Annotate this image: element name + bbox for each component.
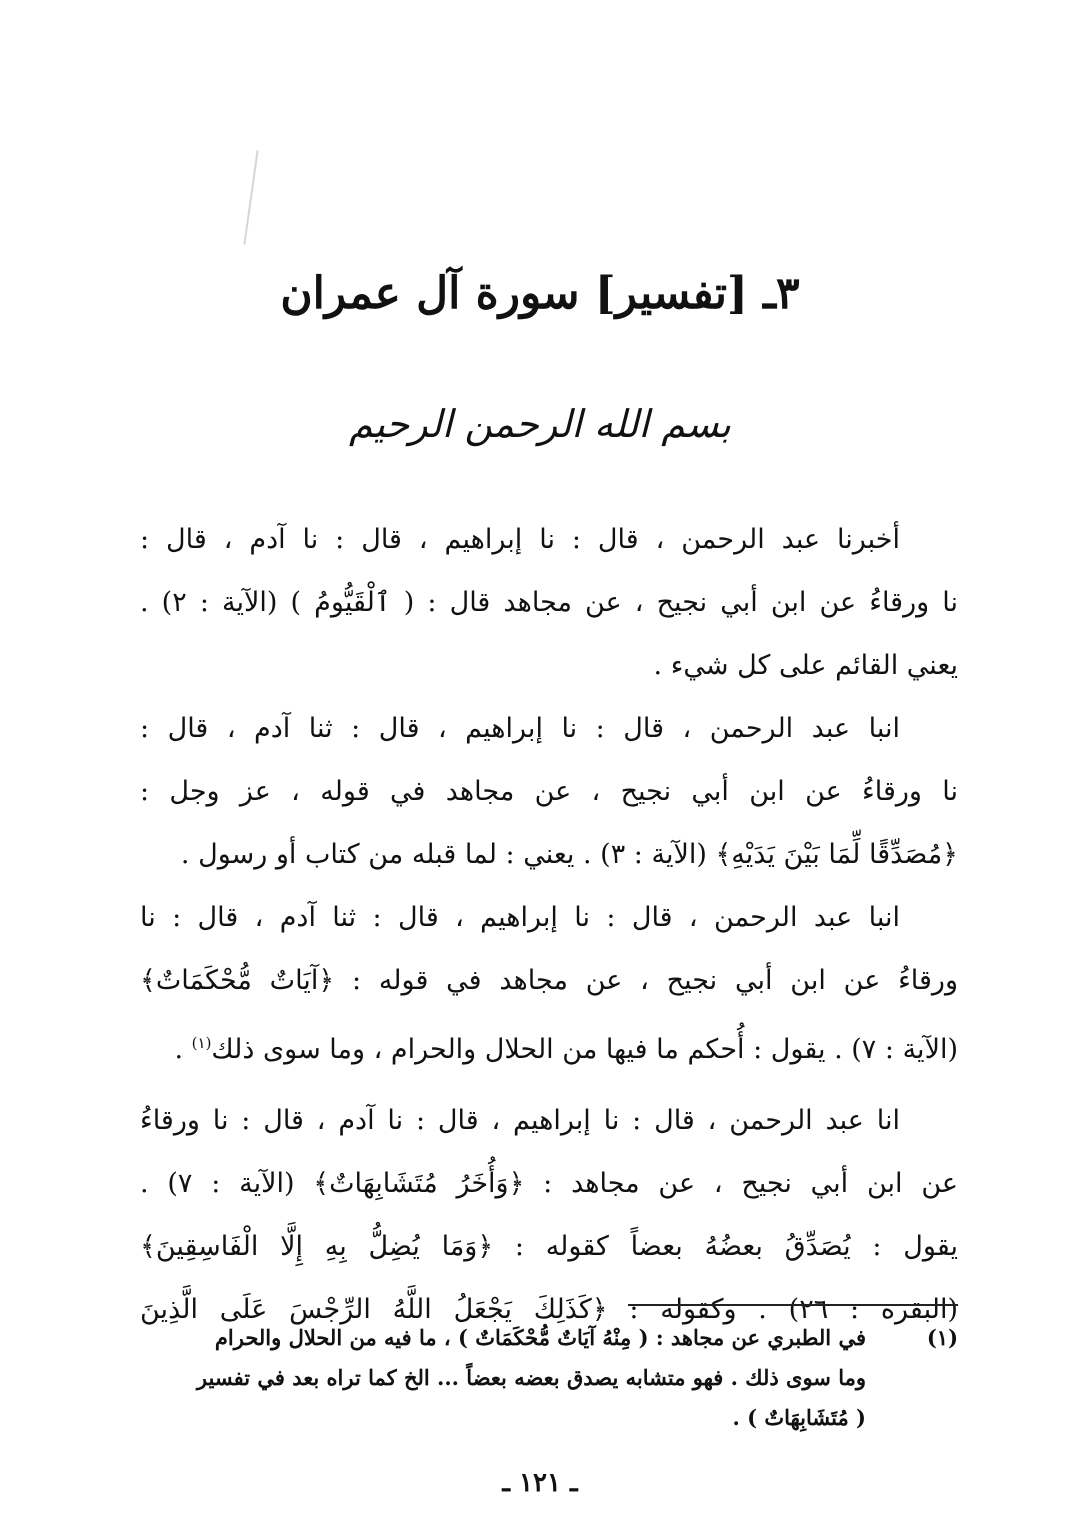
footnote-text: في الطبري عن مجاهد : ( مِنْهُ آيَاتٌ مُّحْكَمَاتٌ ) ، ما فيه من الحلال والحرام (214, 1325, 866, 1350)
footnote-first-line (140, 1318, 958, 1358)
text-line: انبا عبد الرحمن ، قال : نا إبراهيم ، قال : ثنا آدم ، قال : نا (140, 902, 900, 933)
text-line: نا ورقاءُ عن ابن أبي نجيح ، عن مجاهد في قوله ، عز وجل : (140, 776, 958, 807)
footnote-divider (628, 1304, 958, 1306)
body-text (140, 508, 958, 1341)
basmala-heading: بسم الله الرحمن الرحيم (349, 402, 731, 446)
text-line: يقول : يُصَدِّقُ بعضُهُ بعضاً كقوله : ﴿وَمَا يُضِلُّ بِهِ إِلَّا الْفَاسِقِينَ﴾ (140, 1231, 958, 1262)
paragraph-1 (140, 508, 958, 697)
text-line-content: (الآية : ٧) . يقول : أُحكم ما فيها من الحلال والحرام ، وما سوى ذلك (211, 1034, 958, 1065)
footnote-text: وما سوى ذلك . فهو متشابه يصدق بعضه بعضاً ... الخ كما تراه بعد في تفسير (196, 1365, 866, 1390)
text-line: عن ابن أبي نجيح ، عن مجاهد : ﴿وَأُخَرُ مُتَشَابِهَاتٌ﴾ (الآية : ٧) . (140, 1168, 958, 1199)
text-line: انا عبد الرحمن ، قال : نا إبراهيم ، قال : نا آدم ، قال : نا ورقاءُ (140, 1105, 900, 1136)
text-line: (البقرة : ٢٦) . وكقوله : ﴿كَذَلِكَ يَجْعَلُ اللَّهُ الرِّجْسَ عَلَى الَّذِينَ (140, 1294, 958, 1325)
text-line: ﴿مُصَدِّقًا لِّمَا بَيْنَ يَدَيْهِ﴾ (الآية : ٣) . يعني : لما قبله من كتاب أو رسول . (180, 839, 958, 870)
footnote-section (140, 1318, 958, 1438)
scan-artifact-line (243, 150, 258, 244)
footnote-marker: (١) (926, 1325, 958, 1350)
paragraph-gap (140, 1075, 958, 1089)
chapter-title: ٣ـ [تفسير] سورة آل عمران (280, 268, 800, 319)
text-line: انبا عبد الرحمن ، قال : نا إبراهيم ، قال : ثنا آدم ، قال : (140, 713, 900, 744)
text-line: يعني القائم على كل شيء . (653, 650, 958, 681)
text-line: أخبرنا عبد الرحمن ، قال : نا إبراهيم ، قال : نا آدم ، قال : (140, 524, 900, 555)
text-line: ورقاءُ عن ابن أبي نجيح ، عن مجاهد في قوله : ﴿آيَاتٌ مُّحْكَمَاتٌ﴾ (140, 965, 958, 996)
footnote-text: ( مُتَشَابِهَاتٌ ) . (732, 1405, 866, 1430)
paragraph-3 (140, 886, 958, 1075)
text-line-with-footnote: (الآية : ٧) . يقول : أُحكم ما فيها من الحلال والحرام ، وما سوى ذلك$^{(١)}$ . (174, 1034, 958, 1065)
page-number: ـ ١٢١ ـ (502, 1468, 578, 1498)
paragraph-2 (140, 697, 958, 886)
footnote-reference[interactable]: (١) (191, 1034, 212, 1052)
text-line: نا ورقاءُ عن ابن أبي نجيح ، عن مجاهد قال : ( ٱلْقَيُّومُ ) (الآية : ٢) . (140, 587, 958, 618)
